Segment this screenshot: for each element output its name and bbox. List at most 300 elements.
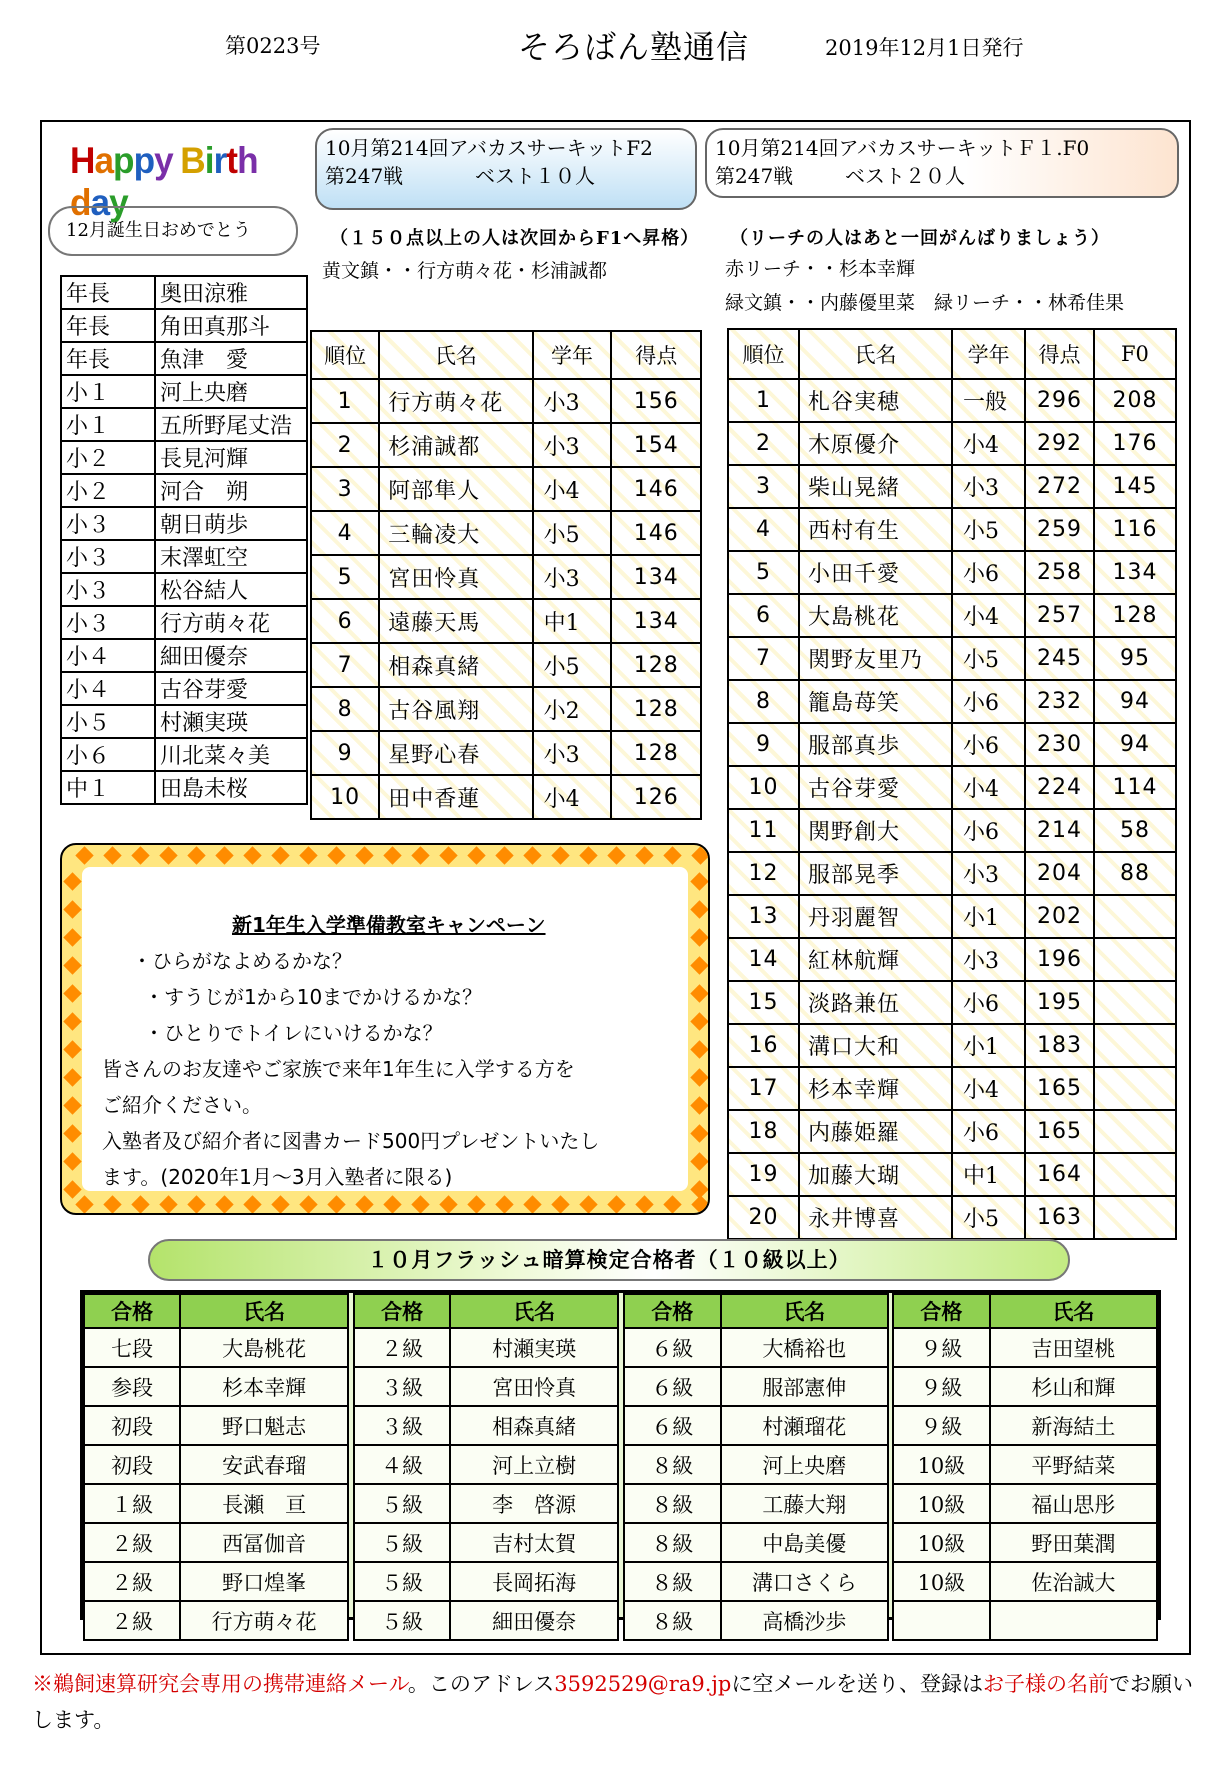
flash-row [354, 1406, 618, 1445]
campaign-diamond-icon [63, 1180, 81, 1198]
birthday-row [61, 705, 307, 738]
f1-cell: 小6 [952, 981, 1025, 1024]
f1-cell: 小5 [952, 1196, 1025, 1239]
f2-cell: 128 [611, 731, 701, 775]
flash-header-cell: 氏名 [180, 1294, 348, 1328]
flash-table [353, 1293, 619, 1641]
f1-cell: 小6 [952, 1110, 1025, 1153]
f1-cell: 259 [1025, 508, 1094, 551]
f2-cell: 2 [311, 423, 379, 467]
flash-row [354, 1367, 618, 1406]
f1-cell: 小6 [952, 809, 1025, 852]
campaign-diamond-icon [663, 1195, 681, 1213]
f1-cell: 4 [728, 508, 799, 551]
f1-cell [1094, 895, 1176, 938]
flash-rank: ２級 [84, 1562, 180, 1601]
f2-cell: 小3 [533, 555, 612, 599]
f1-cell: 紅林航輝 [799, 938, 952, 981]
f1-cell: 116 [1094, 508, 1176, 551]
f2-row [311, 511, 701, 555]
f1-cell: 272 [1025, 465, 1094, 508]
flash-row [624, 1484, 888, 1523]
f1-cell: 7 [728, 637, 799, 680]
f1-cell: 164 [1025, 1153, 1094, 1196]
campaign-diamond-icon [75, 846, 93, 864]
campaign-diamond-icon [691, 846, 709, 864]
flash-name: 河上立樹 [450, 1445, 618, 1484]
flash-header-row [354, 1294, 618, 1328]
f1-cell: 3 [728, 465, 799, 508]
flash-results [80, 1290, 1161, 1634]
f1-cell: 11 [728, 809, 799, 852]
f2-cell: 7 [311, 643, 379, 687]
campaign-diamond-icon [607, 846, 625, 864]
f1-cell: 服部真歩 [799, 723, 952, 766]
f1-cell: 小3 [952, 852, 1025, 895]
f1-row [728, 895, 1176, 938]
f1-cell: 202 [1025, 895, 1094, 938]
f2-best: ベスト１０人 [475, 164, 595, 188]
f1-cell: 関野友里乃 [799, 637, 952, 680]
birthday-row [61, 738, 307, 771]
f2-title: 10月第214回アバカスサーキットF2 [325, 136, 653, 160]
birthday-grade: 小４ [61, 639, 155, 672]
f1-cell: 小4 [952, 594, 1025, 637]
flash-table [83, 1293, 349, 1641]
f2-yellow-weight: 黄文鎮・・行方萌々花・杉浦誠都 [322, 260, 608, 282]
flash-name: 服部憲伸 [721, 1367, 888, 1406]
f1-cell: 小5 [952, 637, 1025, 680]
f1-cell: 163 [1025, 1196, 1094, 1239]
f1-cell: 15 [728, 981, 799, 1024]
birthday-grade: 小２ [61, 474, 155, 507]
flash-rank: ８級 [624, 1445, 721, 1484]
flash-rank: ９級 [893, 1328, 990, 1367]
birthday-row [61, 474, 307, 507]
f1-row [728, 981, 1176, 1024]
f2-cell: 4 [311, 511, 379, 555]
flash-rank: ２級 [354, 1328, 450, 1367]
flash-rank: １級 [84, 1484, 180, 1523]
campaign-diamond-icon [551, 846, 569, 864]
birthday-grade: 小５ [61, 705, 155, 738]
f2-cell: 134 [611, 599, 701, 643]
footer-text-3: でお願いします。 [32, 1672, 1193, 1732]
campaign-diamond-icon [355, 1195, 373, 1213]
f2-header-cell: 順位 [311, 331, 379, 379]
flash-name: 細田優奈 [450, 1601, 618, 1640]
f1-cell: 19 [728, 1153, 799, 1196]
f2-cell: 10 [311, 775, 379, 819]
birthday-row [61, 276, 307, 309]
flash-row [354, 1484, 618, 1523]
f1-row [728, 422, 1176, 465]
flash-name: 河上央磨 [721, 1445, 888, 1484]
flash-rank [893, 1601, 990, 1640]
birthday-table [60, 275, 308, 805]
f2-cell: 中1 [533, 599, 612, 643]
f2-cell: 相森真緒 [379, 643, 532, 687]
f1-cell: 257 [1025, 594, 1094, 637]
f2-cell: 小4 [533, 775, 612, 819]
flash-header-row [893, 1294, 1157, 1328]
f1-row [728, 766, 1176, 809]
flash-name: 村瀬実瑛 [450, 1328, 618, 1367]
f1-header-cell: 氏名 [799, 329, 952, 379]
f1-cell [1094, 1196, 1176, 1239]
campaign-diamond-icon [690, 1040, 708, 1058]
f1-cell: 小3 [952, 465, 1025, 508]
f1-cell [1094, 1153, 1176, 1196]
f1-row [728, 1024, 1176, 1067]
f2-cell: 6 [311, 599, 379, 643]
flash-name: 長岡拓海 [450, 1562, 618, 1601]
flash-name: 杉本幸輝 [180, 1367, 348, 1406]
campaign-diamond-icon [690, 984, 708, 1002]
f2-row [311, 687, 701, 731]
campaign-diamond-icon [607, 1195, 625, 1213]
f1-cell [1094, 1067, 1176, 1110]
birthday-row [61, 606, 307, 639]
issue-date: 2019年12月1日発行 [825, 36, 1024, 60]
birthday-name: 長見河輝 [155, 441, 307, 474]
f2-header-cell: 学年 [533, 331, 612, 379]
birthday-grade: 年長 [61, 342, 155, 375]
birthday-name: 河合 朔 [155, 474, 307, 507]
flash-name: 平野結菜 [990, 1445, 1157, 1484]
birthday-grade: 小２ [61, 441, 155, 474]
newsletter-title: そろばん塾通信 [518, 28, 750, 66]
flash-row [84, 1367, 348, 1406]
f2-row [311, 467, 701, 511]
f2-cell: 行方萌々花 [379, 379, 532, 423]
flash-name: 新海結土 [990, 1406, 1157, 1445]
f2-cell: 146 [611, 467, 701, 511]
f1-cell: 18 [728, 1110, 799, 1153]
f2-cell: 古谷風翔 [379, 687, 532, 731]
f1-cell: 小6 [952, 551, 1025, 594]
flash-rank: ６級 [624, 1367, 721, 1406]
campaign-diamond-icon [63, 956, 81, 974]
flash-name: 行方萌々花 [180, 1601, 348, 1640]
f1-cell: 134 [1094, 551, 1176, 594]
campaign-diamond-icon [411, 1195, 429, 1213]
campaign-line: ・ひらがなよめるかな？ [132, 949, 352, 973]
birthday-name: 川北菜々美 [155, 738, 307, 771]
campaign-diamond-icon [690, 1152, 708, 1170]
footer-red-2: お子様の名前 [982, 1672, 1109, 1696]
f1-cell: 214 [1025, 809, 1094, 852]
campaign-diamond-icon [63, 1040, 81, 1058]
f2-cell: 小2 [533, 687, 612, 731]
f1-cell: 258 [1025, 551, 1094, 594]
footer-text-2: に空メールを送り、登録は [731, 1672, 983, 1696]
flash-row [893, 1523, 1157, 1562]
birthday-row [61, 342, 307, 375]
f2-header [315, 128, 697, 210]
campaign-line: 皆さんのお友達やご家族で来年1年生に入学する方を [102, 1057, 575, 1081]
f1-cell: 204 [1025, 852, 1094, 895]
f1-round: 第247戦 [715, 164, 794, 188]
f1-cell: 88 [1094, 852, 1176, 895]
f1-cell: 6 [728, 594, 799, 637]
f1-cell: 95 [1094, 637, 1176, 680]
campaign-diamond-icon [523, 1195, 541, 1213]
campaign-diamond-icon [690, 1180, 708, 1198]
flash-row [624, 1562, 888, 1601]
flash-rank: ６級 [624, 1406, 721, 1445]
f1-cell [1094, 1024, 1176, 1067]
f1-cell: 165 [1025, 1067, 1094, 1110]
flash-name: 吉村太賀 [450, 1523, 618, 1562]
f2-cell: 小3 [533, 731, 612, 775]
f1-cell: 木原優介 [799, 422, 952, 465]
birthday-name: 松谷結人 [155, 573, 307, 606]
f2-row [311, 379, 701, 423]
birthday-name: 行方萌々花 [155, 606, 307, 639]
campaign-inner [82, 867, 688, 1191]
f1-note: （リーチの人はあと一回がんばりましょう） [730, 228, 1110, 249]
birthday-name: 河上央磨 [155, 375, 307, 408]
f1-cell: 籠島苺笑 [799, 680, 952, 723]
footer-email[interactable]: 3592529@ra9.jp [554, 1672, 732, 1696]
f1-cell: 淡路兼伍 [799, 981, 952, 1024]
f1-cell: 小5 [952, 508, 1025, 551]
f1-header-cell: F0 [1094, 329, 1176, 379]
f1-row [728, 809, 1176, 852]
campaign-diamond-icon [635, 846, 653, 864]
f2-cell: 126 [611, 775, 701, 819]
f1-header-cell: 学年 [952, 329, 1025, 379]
campaign-diamond-icon [355, 846, 373, 864]
f1-cell: 小1 [952, 895, 1025, 938]
campaign-diamond-icon [690, 872, 708, 890]
f1-row [728, 1067, 1176, 1110]
f2-cell: 1 [311, 379, 379, 423]
flash-rank: 10級 [893, 1445, 990, 1484]
campaign-diamond-icon [690, 1012, 708, 1030]
f1-cell: 114 [1094, 766, 1176, 809]
flash-rank: 10級 [893, 1562, 990, 1601]
f1-cell: 58 [1094, 809, 1176, 852]
f1-cell: 195 [1025, 981, 1094, 1024]
birthday-row [61, 507, 307, 540]
f1-cell: 柴山晃緒 [799, 465, 952, 508]
birthday-grade: 小１ [61, 375, 155, 408]
flash-name: 工藤大翔 [721, 1484, 888, 1523]
campaign-diamond-icon [103, 1195, 121, 1213]
birthday-row [61, 672, 307, 705]
flash-rank: ３級 [354, 1406, 450, 1445]
f1-cell [1094, 1110, 1176, 1153]
f1-red-reach: 赤リーチ・・杉本幸輝 [725, 258, 916, 280]
birthday-row [61, 639, 307, 672]
flash-rank: ２級 [84, 1523, 180, 1562]
birthday-row [61, 573, 307, 606]
flash-row [354, 1445, 618, 1484]
campaign-diamond-icon [63, 1012, 81, 1030]
flash-row [354, 1601, 618, 1640]
flash-row [893, 1406, 1157, 1445]
f1-row [728, 680, 1176, 723]
flash-name: 野口煌峯 [180, 1562, 348, 1601]
f2-cell: 3 [311, 467, 379, 511]
flash-rank: ５級 [354, 1562, 450, 1601]
f2-row [311, 599, 701, 643]
flash-rank: 七段 [84, 1328, 180, 1367]
birthday-greeting: 12月誕生日おめでとう [48, 206, 298, 256]
f1-cell: 小6 [952, 723, 1025, 766]
birthday-grade: 年長 [61, 276, 155, 309]
campaign-diamond-icon [551, 1195, 569, 1213]
campaign-diamond-icon [690, 1096, 708, 1114]
birthday-name: 村瀬実瑛 [155, 705, 307, 738]
flash-rank: 10級 [893, 1523, 990, 1562]
campaign-diamond-icon [495, 1195, 513, 1213]
f1-cell: 232 [1025, 680, 1094, 723]
logo-text: Happy Birthday [70, 140, 258, 223]
f2-cell: 8 [311, 687, 379, 731]
flash-name: 村瀬瑠花 [721, 1406, 888, 1445]
f2-round: 第247戦 [325, 164, 404, 188]
f2-header-cell: 氏名 [379, 331, 532, 379]
flash-name: 長瀬 亘 [180, 1484, 348, 1523]
campaign-diamond-icon [690, 1068, 708, 1086]
f2-cell: 134 [611, 555, 701, 599]
flash-name: 溝口さくら [721, 1562, 888, 1601]
campaign-diamond-icon [63, 928, 81, 946]
f1-cell: 20 [728, 1196, 799, 1239]
flash-header-cell: 氏名 [721, 1294, 888, 1328]
flash-row [893, 1367, 1157, 1406]
f2-cell: 5 [311, 555, 379, 599]
f1-cell: 208 [1094, 379, 1176, 422]
birthday-grade: 小３ [61, 573, 155, 606]
flash-rank: ５級 [354, 1523, 450, 1562]
f2-cell: 154 [611, 423, 701, 467]
campaign-diamond-icon [271, 846, 289, 864]
flash-rank: ４級 [354, 1445, 450, 1484]
flash-rank: ２級 [84, 1601, 180, 1640]
campaign-diamond-icon [439, 1195, 457, 1213]
f1-cell: 128 [1094, 594, 1176, 637]
f1-cell: 16 [728, 1024, 799, 1067]
flash-name: 野口魁志 [180, 1406, 348, 1445]
f2-row [311, 731, 701, 775]
campaign-diamond-icon [63, 1096, 81, 1114]
campaign-line: ・すうじが1から10までかけるかな？ [144, 985, 483, 1009]
f2-cell: 小4 [533, 467, 612, 511]
flash-banner: １０月フラッシュ暗算検定合格者（１０級以上） [148, 1239, 1070, 1281]
f1-cell: 8 [728, 680, 799, 723]
birthday-name: 細田優奈 [155, 639, 307, 672]
f1-row [728, 508, 1176, 551]
f1-row [728, 637, 1176, 680]
footer-red-1: ※鵜飼速算研究会専用の携帯連絡メール [32, 1672, 408, 1696]
f1-row [728, 723, 1176, 766]
f2-row [311, 775, 701, 819]
f2-cell: 宮田怜真 [379, 555, 532, 599]
flash-header-cell: 氏名 [450, 1294, 618, 1328]
f1-cell: 12 [728, 852, 799, 895]
campaign-diamond-icon [63, 1152, 81, 1170]
campaign-line: ます。(2020年1月～3月入塾者に限る) [102, 1165, 453, 1189]
campaign-box [60, 843, 710, 1215]
flash-name: 大島桃花 [180, 1328, 348, 1367]
flash-name: 大橋裕也 [721, 1328, 888, 1367]
f1-cell: 94 [1094, 680, 1176, 723]
birthday-name: 角田真那斗 [155, 309, 307, 342]
birthday-name: 田島未桜 [155, 771, 307, 804]
f2-cell: 星野心春 [379, 731, 532, 775]
f1-row [728, 938, 1176, 981]
f1-row [728, 1153, 1176, 1196]
f1-cell: 17 [728, 1067, 799, 1110]
campaign-diamond-icon [159, 1195, 177, 1213]
flash-row [893, 1484, 1157, 1523]
campaign-diamond-icon [467, 1195, 485, 1213]
flash-name: 安武春瑠 [180, 1445, 348, 1484]
f2-row [311, 643, 701, 687]
flash-rank: ８級 [624, 1562, 721, 1601]
f1-cell: 中1 [952, 1153, 1025, 1196]
campaign-heading: 新1年生入学準備教室キャンペーン [232, 913, 546, 937]
f1-cell: 145 [1094, 465, 1176, 508]
flash-name: 相森真緒 [450, 1406, 618, 1445]
campaign-diamond-icon [271, 1195, 289, 1213]
flash-row [84, 1328, 348, 1367]
campaign-diamond-icon [327, 846, 345, 864]
flash-header-cell: 合格 [354, 1294, 450, 1328]
campaign-diamond-icon [579, 1195, 597, 1213]
f1-ranking-table [727, 328, 1177, 1240]
footer-note [32, 1666, 1197, 1738]
f2-cell: 阿部隼人 [379, 467, 532, 511]
f1-cell: 一般 [952, 379, 1025, 422]
f1-header-cell: 順位 [728, 329, 799, 379]
f2-header-cell: 得点 [611, 331, 701, 379]
f1-cell [1094, 981, 1176, 1024]
birthday-row [61, 408, 307, 441]
f2-row [311, 555, 701, 599]
f2-cell: 146 [611, 511, 701, 555]
campaign-diamond-icon [690, 1124, 708, 1142]
flash-name: 野田葉潤 [990, 1523, 1157, 1562]
flash-name: 福山思彤 [990, 1484, 1157, 1523]
f2-cell: 杉浦誠都 [379, 423, 532, 467]
campaign-diamond-icon [299, 1195, 317, 1213]
birthday-name: 奥田涼雅 [155, 276, 307, 309]
birthday-row [61, 771, 307, 804]
f1-cell: 小田千愛 [799, 551, 952, 594]
f2-cell: 156 [611, 379, 701, 423]
flash-name: 宮田怜真 [450, 1367, 618, 1406]
campaign-diamond-icon [103, 846, 121, 864]
f1-cell: 94 [1094, 723, 1176, 766]
campaign-diamond-icon [131, 846, 149, 864]
f2-note: （１５０点以上の人は次回からF1へ昇格） [330, 228, 700, 249]
campaign-diamond-icon [215, 846, 233, 864]
birthday-grade: 小６ [61, 738, 155, 771]
flash-rank: ５級 [354, 1484, 450, 1523]
f1-cell: 2 [728, 422, 799, 465]
f1-cell: 杉本幸輝 [799, 1067, 952, 1110]
birthday-name: 朝日萌歩 [155, 507, 307, 540]
campaign-diamond-icon [131, 1195, 149, 1213]
flash-rank: 初段 [84, 1406, 180, 1445]
f1-best: ベスト２０人 [845, 164, 965, 188]
flash-rank: ８級 [624, 1484, 721, 1523]
